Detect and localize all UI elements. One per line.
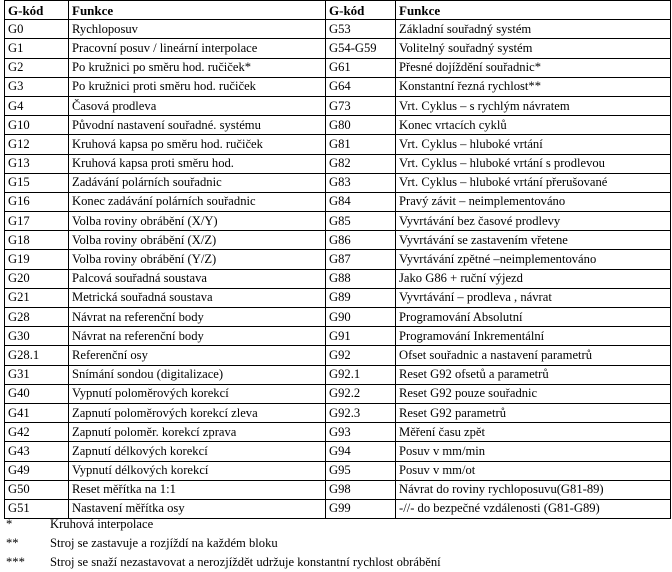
table-row bbox=[5, 173, 671, 192]
function-cell: Reset G92 parametrů bbox=[396, 403, 671, 422]
function-cell: Ofset souřadnic a nastavení parametrů bbox=[396, 346, 671, 365]
function-cell: Vyvrtávání se zastavením vřetene bbox=[396, 231, 671, 250]
function-cell: Reset G92 pouze souřadnic bbox=[396, 384, 671, 403]
table-row bbox=[5, 58, 671, 77]
table-row bbox=[5, 288, 671, 307]
table-row bbox=[5, 480, 671, 499]
function-cell: Návrat do roviny rychloposuvu(G81-89) bbox=[396, 480, 671, 499]
gcode-cell: G92.3 bbox=[326, 403, 396, 422]
gcode-cell: G1 bbox=[5, 39, 69, 58]
gcode-cell: G19 bbox=[5, 250, 69, 269]
gcode-cell: G54-G59 bbox=[326, 39, 396, 58]
table-row bbox=[5, 154, 671, 173]
table-row bbox=[5, 77, 671, 96]
function-cell: Přesné dojíždění souřadnic* bbox=[396, 58, 671, 77]
gcode-cell: G92.1 bbox=[326, 365, 396, 384]
function-cell: Konstantní řezná rychlost** bbox=[396, 77, 671, 96]
gcode-cell: G40 bbox=[5, 384, 69, 403]
function-cell: Vrt. Cyklus – hluboké vrtání s prodlevou bbox=[396, 154, 671, 173]
gcode-cell: G92.2 bbox=[326, 384, 396, 403]
gcode-cell: G85 bbox=[326, 212, 396, 231]
gcode-cell: G15 bbox=[5, 173, 69, 192]
table-row bbox=[5, 250, 671, 269]
gcode-cell: G95 bbox=[326, 461, 396, 480]
table-row bbox=[5, 135, 671, 154]
function-cell: Zapnutí poloměrových korekcí zleva bbox=[69, 403, 326, 422]
function-cell: Pravý závit – neimplementováno bbox=[396, 192, 671, 211]
gcode-cell: G28 bbox=[5, 308, 69, 327]
table-header-row bbox=[5, 1, 671, 20]
gcode-cell: G12 bbox=[5, 135, 69, 154]
table-row bbox=[5, 308, 671, 327]
function-cell: -//- do bezpečné vzdálenosti (G81-G89) bbox=[396, 499, 671, 518]
gcode-cell: G84 bbox=[326, 192, 396, 211]
footnote bbox=[6, 553, 666, 572]
gcode-cell: G88 bbox=[326, 269, 396, 288]
table-row bbox=[5, 461, 671, 480]
gcode-cell: G92 bbox=[326, 346, 396, 365]
function-cell: Programování Absolutní bbox=[396, 308, 671, 327]
function-cell: Reset G92 ofsetů a parametrů bbox=[396, 365, 671, 384]
gcode-cell: G90 bbox=[326, 308, 396, 327]
function-cell: Kruhová kapsa po směru hod. ručiček bbox=[69, 135, 326, 154]
function-cell: Původní nastavení souřadné. systému bbox=[69, 116, 326, 135]
footnote-text: Stroj se zastavuje a rozjíždí na každém bloku bbox=[50, 536, 278, 550]
gcode-cell: G93 bbox=[326, 423, 396, 442]
gcode-cell: G61 bbox=[326, 58, 396, 77]
function-cell: Po kružnici proti směru hod. ručiček bbox=[69, 77, 326, 96]
gcode-cell: G42 bbox=[5, 423, 69, 442]
function-cell: Snímání sondou (digitalizace) bbox=[69, 365, 326, 384]
gcode-cell: G87 bbox=[326, 250, 396, 269]
table-row bbox=[5, 192, 671, 211]
gcode-cell: G89 bbox=[326, 288, 396, 307]
function-cell: Reset měřítka na 1:1 bbox=[69, 480, 326, 499]
table-row bbox=[5, 423, 671, 442]
function-cell: Základní souřadný systém bbox=[396, 20, 671, 39]
gcode-cell: G21 bbox=[5, 288, 69, 307]
gcode-cell: G30 bbox=[5, 327, 69, 346]
function-cell: Měření času zpět bbox=[396, 423, 671, 442]
function-cell: Zadávání polárních souřadnic bbox=[69, 173, 326, 192]
function-cell: Referenční osy bbox=[69, 346, 326, 365]
gcode-cell: G50 bbox=[5, 480, 69, 499]
function-cell: Volba roviny obrábění (X/Y) bbox=[69, 212, 326, 231]
function-cell: Vrt. Cyklus – hluboké vrtání přerušované bbox=[396, 173, 671, 192]
table-row bbox=[5, 96, 671, 115]
gcode-cell: G51 bbox=[5, 499, 69, 518]
gcode-table bbox=[4, 0, 671, 519]
function-cell: Vyvrtávání – prodleva , návrat bbox=[396, 288, 671, 307]
function-cell: Volitelný souřadný systém bbox=[396, 39, 671, 58]
gcode-cell: G4 bbox=[5, 96, 69, 115]
gcode-cell: G64 bbox=[326, 77, 396, 96]
function-cell: Návrat na referenční body bbox=[69, 308, 326, 327]
footnote-mark: * bbox=[6, 517, 13, 531]
gcode-cell: G3 bbox=[5, 77, 69, 96]
function-cell: Programování Inkrementální bbox=[396, 327, 671, 346]
footnote bbox=[6, 534, 666, 553]
gcode-cell: G82 bbox=[326, 154, 396, 173]
function-cell: Konec vrtacích cyklů bbox=[396, 116, 671, 135]
table-row bbox=[5, 327, 671, 346]
gcode-cell: G16 bbox=[5, 192, 69, 211]
function-cell: Zapnutí poloměr. korekcí zprava bbox=[69, 423, 326, 442]
function-cell: Konec zadávání polárních souřadnic bbox=[69, 192, 326, 211]
function-cell: Kruhová kapsa proti směru hod. bbox=[69, 154, 326, 173]
gcode-cell: G49 bbox=[5, 461, 69, 480]
footnote-text: Stroj se snaží nezastavovat a nerozjíždět udržuje konstantní rychlost obrábění bbox=[50, 555, 441, 569]
gcode-cell: G80 bbox=[326, 116, 396, 135]
table-row bbox=[5, 346, 671, 365]
gcode-cell: G91 bbox=[326, 327, 396, 346]
function-cell: Zapnutí délkových korekcí bbox=[69, 442, 326, 461]
function-cell: Posuv v mm/ot bbox=[396, 461, 671, 480]
function-cell: Vrt. Cyklus – s rychlým návratem bbox=[396, 96, 671, 115]
function-cell: Vyvrtávání zpětné –neimplementováno bbox=[396, 250, 671, 269]
function-cell: Volba roviny obrábění (X/Z) bbox=[69, 231, 326, 250]
table-row bbox=[5, 269, 671, 288]
gcode-cell: G17 bbox=[5, 212, 69, 231]
table-body bbox=[5, 20, 671, 519]
function-cell: Návrat na referenční body bbox=[69, 327, 326, 346]
gcode-cell: G18 bbox=[5, 231, 69, 250]
header-gcode-right: G-kód bbox=[326, 1, 396, 20]
function-cell: Jako G86 + ruční výjezd bbox=[396, 269, 671, 288]
function-cell: Vyvrtávání bez časové prodlevy bbox=[396, 212, 671, 231]
gcode-cell: G99 bbox=[326, 499, 396, 518]
footnotes bbox=[6, 515, 666, 572]
table-row bbox=[5, 212, 671, 231]
footnote-mark: *** bbox=[6, 555, 25, 569]
gcode-cell: G31 bbox=[5, 365, 69, 384]
table-row bbox=[5, 384, 671, 403]
function-cell: Pracovní posuv / lineární interpolace bbox=[69, 39, 326, 58]
gcode-cell: G98 bbox=[326, 480, 396, 499]
gcode-cell: G28.1 bbox=[5, 346, 69, 365]
table-row bbox=[5, 442, 671, 461]
function-cell: Vypnutí poloměrových korekcí bbox=[69, 384, 326, 403]
function-cell: Nastavení měřítka osy bbox=[69, 499, 326, 518]
table-row bbox=[5, 365, 671, 384]
function-cell: Časová prodleva bbox=[69, 96, 326, 115]
table-row bbox=[5, 403, 671, 422]
table-row bbox=[5, 39, 671, 58]
gcode-cell: G20 bbox=[5, 269, 69, 288]
footnote-text: Kruhová interpolace bbox=[50, 517, 154, 531]
function-cell: Palcová souřadná soustava bbox=[69, 269, 326, 288]
gcode-cell: G2 bbox=[5, 58, 69, 77]
gcode-cell: G43 bbox=[5, 442, 69, 461]
function-cell: Rychloposuv bbox=[69, 20, 326, 39]
gcode-cell: G53 bbox=[326, 20, 396, 39]
function-cell: Po kružnici po směru hod. ručiček* bbox=[69, 58, 326, 77]
gcode-cell: G86 bbox=[326, 231, 396, 250]
function-cell: Posuv v mm/min bbox=[396, 442, 671, 461]
gcode-cell: G41 bbox=[5, 403, 69, 422]
gcode-cell: G83 bbox=[326, 173, 396, 192]
header-gcode-left: G-kód bbox=[5, 1, 69, 20]
function-cell: Metrická souřadná soustava bbox=[69, 288, 326, 307]
gcode-cell: G81 bbox=[326, 135, 396, 154]
table-row bbox=[5, 20, 671, 39]
gcode-cell: G94 bbox=[326, 442, 396, 461]
footnote bbox=[6, 515, 666, 534]
function-cell: Vrt. Cyklus – hluboké vrtání bbox=[396, 135, 671, 154]
header-function-right: Funkce bbox=[396, 1, 671, 20]
gcode-cell: G10 bbox=[5, 116, 69, 135]
gcode-cell: G0 bbox=[5, 20, 69, 39]
table-row bbox=[5, 116, 671, 135]
function-cell: Volba roviny obrábění (Y/Z) bbox=[69, 250, 326, 269]
gcode-cell: G73 bbox=[326, 96, 396, 115]
gcode-cell: G13 bbox=[5, 154, 69, 173]
footnote-mark: ** bbox=[6, 536, 19, 550]
header-function-left: Funkce bbox=[69, 1, 326, 20]
function-cell: Vypnutí délkových korekcí bbox=[69, 461, 326, 480]
table-row bbox=[5, 231, 671, 250]
